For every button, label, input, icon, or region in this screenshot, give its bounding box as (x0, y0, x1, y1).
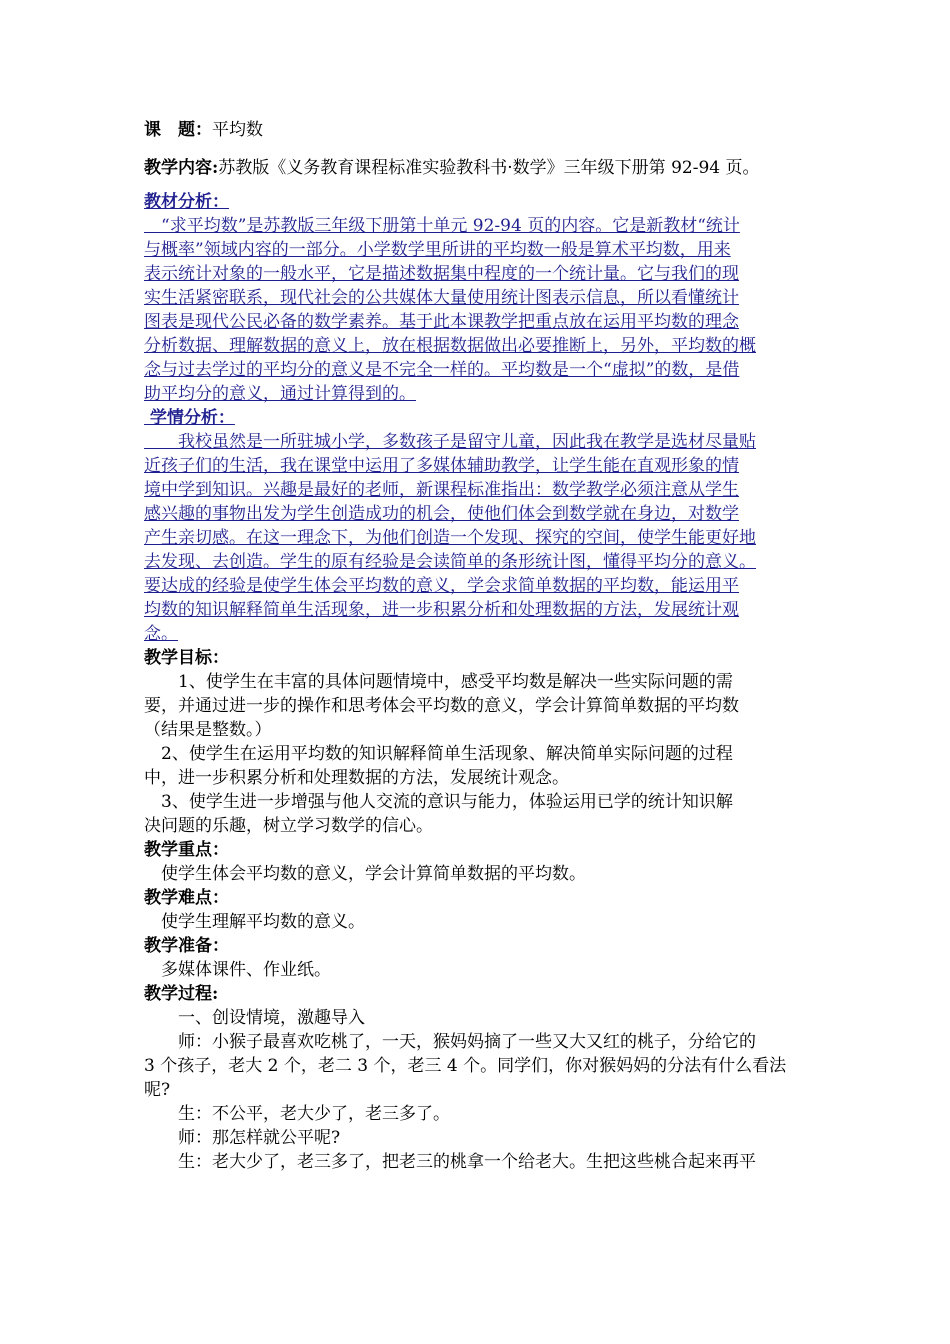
material-line[interactable]: 与概率”领域内容的一部分。小学数学里所讲的平均数一般是算术平均数，用来 (144, 240, 731, 260)
lesson-title-label: 课 题： (144, 120, 212, 140)
difficulty-text: 使学生理解平均数的意义。 (144, 912, 365, 932)
process-body (144, 1006, 810, 1174)
material-line[interactable]: 图表是现代公民必备的数学素养。基于此本课教学把重点放在运用平均数的理念 (144, 312, 739, 332)
goal-line: 要，并通过进一步的操作和思考体会平均数的意义，学会计算简单数据的平均数 (144, 696, 739, 716)
student-line[interactable]: 感兴趣的事物出发为学生创造成功的机会，使他们体会到数学就在身边，对数学 (144, 504, 739, 524)
process-line: 一、创设情境，激趣导入 (144, 1008, 365, 1028)
goals-heading: 教学目标： (144, 648, 229, 668)
lesson-content-value: 苏教版《义务教育课程标准实验教科书·数学》三年级下册第 92-94 页。 (218, 158, 760, 178)
student-line[interactable]: 近孩子们的生活，我在课堂中运用了多媒体辅助教学，让学生能在直观形象的情 (144, 456, 739, 476)
lesson-content-row (144, 156, 810, 180)
student-line[interactable]: 我校虽然是一所驻城小学，多数孩子是留守儿童，因此我在教学是选材尽量贴 (144, 432, 756, 452)
process-line: 3 个孩子，老大 2 个，老二 3 个，老三 4 个。同学们，你对猴妈妈的分法有什么看法 (144, 1056, 787, 1076)
process-line: 生：不公平，老大少了，老三多了。 (144, 1104, 450, 1124)
goal-line: 中，进一步积累分析和处理数据的方法，发展统计观念。 (144, 768, 569, 788)
goal-line: 2、使学生在运用平均数的知识解释简单生活现象、解决简单实际问题的过程 (144, 744, 733, 764)
student-analysis-heading[interactable]: 学情分析： (144, 408, 235, 428)
lesson-title-row (144, 118, 810, 142)
goal-line: 3、使学生进一步增强与他人交流的意识与能力，体验运用已学的统计知识解 (144, 792, 733, 812)
difficulty-heading: 教学难点： (144, 888, 229, 908)
process-line: 师：小猴子最喜欢吃桃了，一天，猴妈妈摘了一些又大又红的桃子，分给它的 (144, 1032, 756, 1052)
student-line[interactable]: 要达成的经验是使学生体会平均数的意义，学会求简单数据的平均数，能运用平 (144, 576, 739, 596)
student-line[interactable]: 产生亲切感。在这一理念下，为他们创造一个发现、探究的空间，使学生能更好地 (144, 528, 756, 548)
goals-body (144, 670, 810, 838)
student-line[interactable]: 均数的知识解释简单生活现象，进一步积累分析和处理数据的方法，发展统计观 (144, 600, 739, 620)
preparation-text: 多媒体课件、作业纸。 (144, 960, 331, 980)
document-page (144, 118, 810, 1174)
process-heading: 教学过程: (144, 984, 219, 1004)
lesson-title-value: 平均数 (212, 120, 263, 140)
material-line[interactable]: “求平均数”是苏教版三年级下册第十单元 92-94 页的内容。它是新教材“统计 (144, 216, 740, 236)
material-line[interactable]: 念与过去学过的平均分的意义是不完全一样的。平均数是一个“虚拟”的数，是借 (144, 360, 740, 380)
student-line[interactable]: 去发现、去创造。学生的原有经验是会读简单的条形统计图，懂得平均分的意义。 (144, 552, 756, 572)
material-line[interactable]: 分析数据、理解数据的意义上，放在根据数据做出必要推断上，另外，平均数的概 (144, 336, 756, 356)
key-point-text: 使学生体会平均数的意义，学会计算简单数据的平均数。 (144, 864, 586, 884)
student-line[interactable]: 念。 (144, 624, 178, 644)
lesson-content-label: 教学内容: (144, 158, 219, 178)
material-line[interactable]: 助平均分的意义，通过计算得到的。 (144, 384, 416, 404)
student-analysis-body[interactable] (144, 430, 810, 646)
process-line: 呢? (144, 1080, 171, 1100)
material-analysis-body[interactable] (144, 214, 810, 406)
preparation-heading: 教学准备： (144, 936, 229, 956)
student-line[interactable]: 境中学到知识。兴趣是最好的老师，新课程标准指出：数学教学必须注意从学生 (144, 480, 739, 500)
material-line[interactable]: 表示统计对象的一般水平，它是描述数据集中程度的一个统计量。它与我们的现 (144, 264, 739, 284)
goal-line: 决问题的乐趣，树立学习数学的信心。 (144, 816, 433, 836)
goal-line: 1、使学生在丰富的具体问题情境中，感受平均数是解决一些实际问题的需 (144, 672, 733, 692)
goal-line: （结果是整数。） (144, 720, 272, 740)
material-line[interactable]: 实生活紧密联系，现代社会的公共媒体大量使用统计图表示信息，所以看懂统计 (144, 288, 739, 308)
material-analysis-heading[interactable]: 教材分析： (144, 192, 229, 212)
process-line: 师：那怎样就公平呢? (144, 1128, 341, 1148)
process-line: 生：老大少了，老三多了，把老三的桃拿一个给老大。生把这些桃合起来再平 (144, 1152, 756, 1172)
key-point-heading: 教学重点： (144, 840, 229, 860)
